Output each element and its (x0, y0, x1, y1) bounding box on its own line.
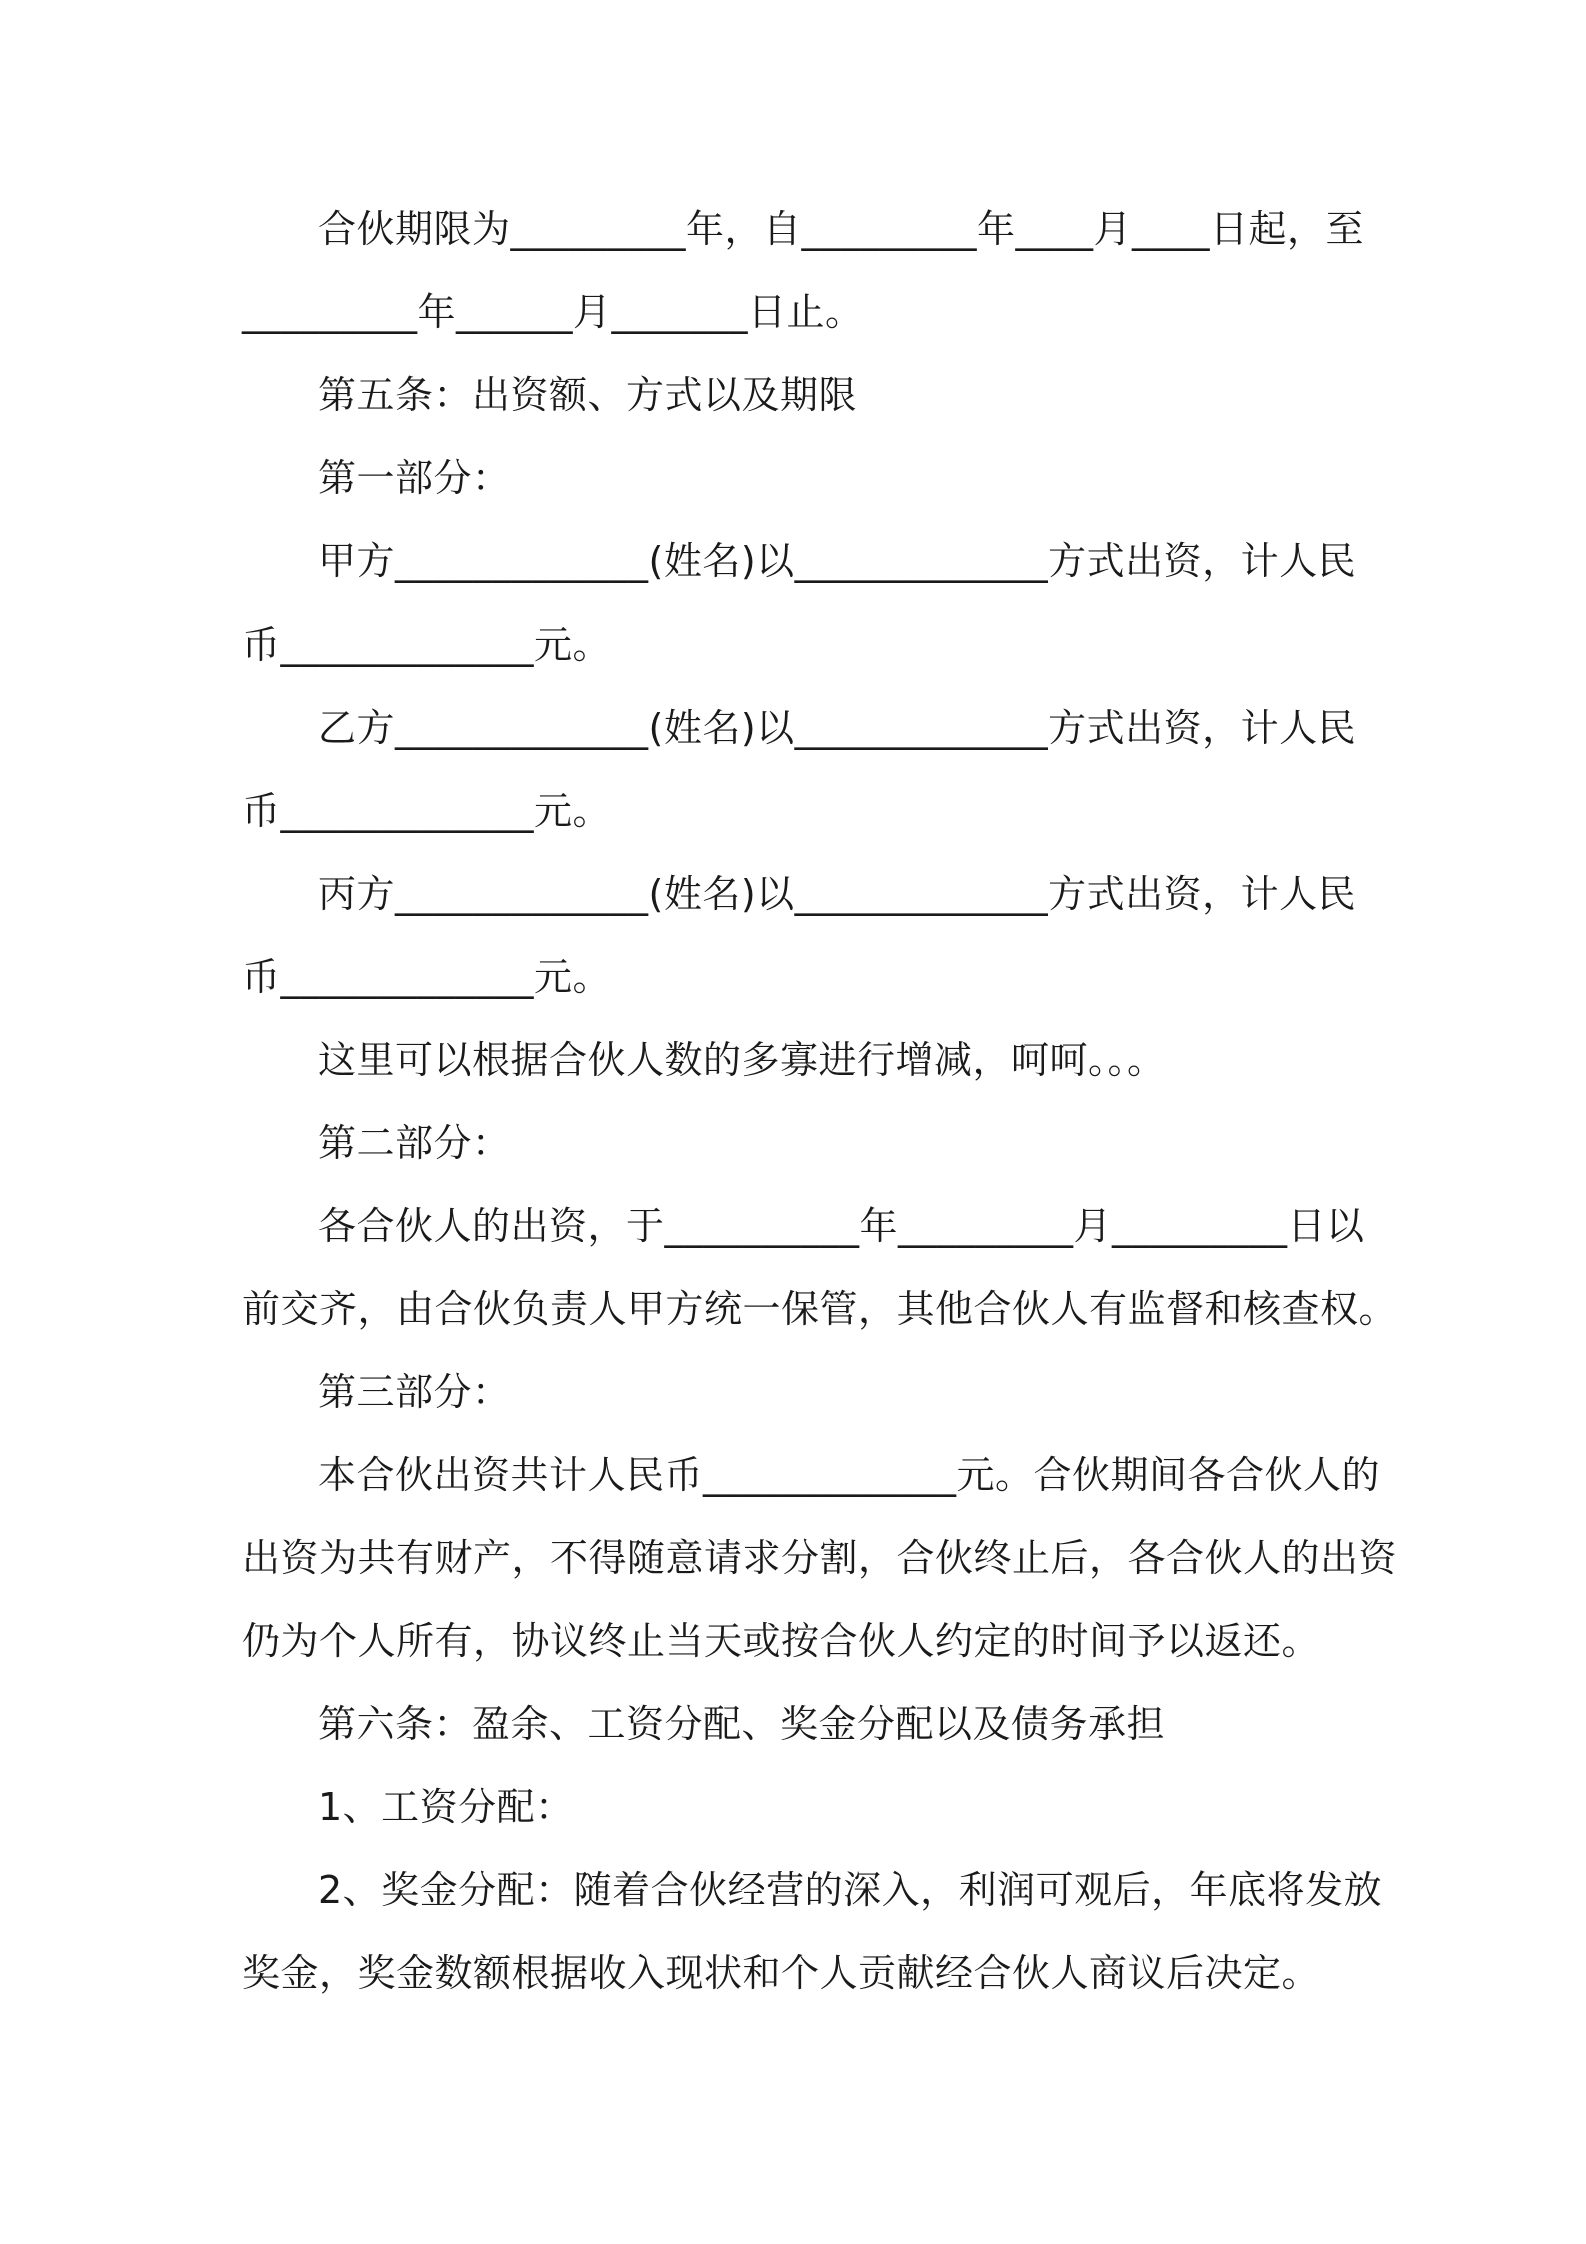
part-3-heading: 第三部分： (318, 1370, 511, 1414)
partnership-term-line-1: 合伙期限为_________年，自_________年____月____日起，至 (318, 207, 1365, 251)
article-6-heading: 第六条：盈余、工资分配、奖金分配以及债务承担 (318, 1702, 1166, 1746)
total-contribution-line-1: 本合伙出资共计人民币_____________元。合伙期间各合伙人的 (318, 1453, 1381, 1497)
bonus-distribution-line-1: 2、奖金分配：随着合伙经营的深入，利润可观后，年底将发放 (318, 1868, 1383, 1912)
party-c-contribution-line-2: 币_____________元。 (242, 955, 612, 999)
party-c-contribution-line-1: 丙方_____________(姓名)以_____________方式出资，计人民 (318, 872, 1357, 916)
salary-distribution-item: 1、工资分配： (318, 1785, 574, 1829)
bonus-distribution-line-2: 奖金，奖金数额根据收入现状和个人贡献经合伙人商议后决定。 (242, 1951, 1321, 1995)
payment-deadline-line-1: 各合伙人的出资，于__________年_________月_________日以 (318, 1204, 1365, 1248)
article-5-heading: 第五条：出资额、方式以及期限 (318, 373, 858, 417)
part-1-heading: 第一部分： (318, 456, 511, 500)
party-a-contribution-line-2: 币_____________元。 (242, 623, 612, 667)
total-contribution-line-2: 出资为共有财产，不得随意请求分割，合伙终止后，各合伙人的出资 (242, 1536, 1398, 1580)
party-b-contribution-line-1: 乙方_____________(姓名)以_____________方式出资，计人民 (318, 706, 1357, 750)
partnership-term-line-2: _________年______月_______日止。 (242, 290, 864, 334)
total-contribution-line-3: 仍为个人所有，协议终止当天或按合伙人约定的时间予以返还。 (242, 1619, 1321, 1663)
payment-deadline-line-2: 前交齐，由合伙负责人甲方统一保管，其他合伙人有监督和核查权。 (242, 1287, 1398, 1331)
note-paragraph: 这里可以根据合伙人数的多寡进行增减，呵呵。。。 (318, 1038, 1166, 1082)
party-a-contribution-line-1: 甲方_____________(姓名)以_____________方式出资，计人民 (318, 539, 1357, 583)
party-b-contribution-line-2: 币_____________元。 (242, 789, 612, 833)
part-2-heading: 第二部分： (318, 1121, 511, 1165)
